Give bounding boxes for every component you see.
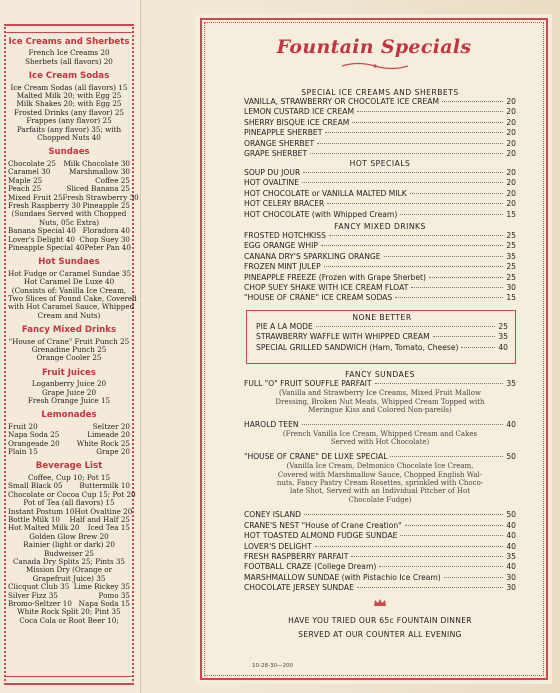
menu-entry: Peach 25 [8, 184, 42, 194]
item-price: 40 [498, 342, 508, 352]
leader-dots [315, 546, 504, 547]
menu-item [244, 273, 516, 283]
item-name: FROSTED HOTCHKISS [244, 231, 326, 240]
menu-entry: Pineapple 25 [82, 200, 130, 210]
menu-entry: Lime Rickey 35 [73, 582, 130, 592]
description-line: Chocolate Fudge) [348, 495, 412, 504]
item-price: 20 [506, 128, 516, 138]
item-name: HOT OVALTINE [244, 178, 300, 188]
item-price: 40 [506, 419, 516, 429]
description-line: (Vanilla Ice Cream, Delmonico Chocolate Ice Cream, [286, 462, 474, 471]
leader-dots [325, 132, 503, 133]
item-name: CHOP SUEY SHAKE WITH ICE CREAM FLOAT [244, 283, 409, 293]
menu-entry: Caramel 30 [8, 167, 51, 177]
leader-dots [324, 266, 504, 267]
section-heading: Hot Sundaes [38, 257, 100, 268]
menu-entry: Grape 20 [96, 447, 130, 457]
left-menu-content [8, 37, 139, 625]
menu-entry: Pineapple Special 40 [8, 242, 85, 252]
leader-dots [405, 525, 504, 526]
left-bottom-rule [4, 676, 134, 685]
item-price: 40 [506, 531, 516, 541]
item-name: CHOCOLATE JERSEY SUNDAE [244, 583, 354, 593]
menu-line: Frosted Drinks (any flavor) 25 [13, 107, 125, 117]
menu-item [244, 262, 516, 272]
leader-dots [410, 193, 504, 194]
section-heading: NONE BETTER [352, 313, 412, 322]
menu-line: "House of Crane" Fruit Punch 25 [8, 336, 130, 346]
menu-entry: Clicquot Club 35 [8, 582, 70, 592]
menu-line: Sherbets (all flavors) 20 [25, 56, 113, 66]
item-price: 40 [506, 520, 516, 530]
menu-item [244, 510, 516, 520]
item-name: "HOUSE OF CRANE" DE LUXE SPECIAL [244, 451, 388, 461]
description-line: Dressing, Broken Nut Meats, Whipped Cream Topped with [275, 397, 485, 406]
menu-item [244, 379, 516, 389]
description-line: (Vanilla and Strawberry Ice Creams, Mixed Fruit Mallow [279, 389, 481, 398]
title-flourish-icon [340, 61, 410, 71]
leader-dots [400, 214, 503, 215]
menu-line: Orange Cooler 25 [36, 353, 102, 363]
none-better-box [246, 310, 516, 364]
item-name: PIE A LA MODE [256, 322, 313, 331]
menu-line: Parfaits (any flavor) 35; with [16, 124, 122, 134]
menu-item [244, 97, 516, 107]
leader-dots [411, 287, 503, 288]
menu-entry: Milk Chocolate 30 [63, 158, 130, 168]
menu-item [244, 583, 516, 593]
menu-entry: Maple 25 [8, 175, 43, 185]
menu-line: Grenadine Punch 25 [31, 345, 107, 354]
item-name: GRAPE SHERBET [244, 149, 308, 159]
section-heading: Beverage List [35, 461, 103, 472]
item-price: 15 [506, 209, 516, 219]
item-name: VANILLA, STRAWBERRY OR CHOCOLATE ICE CREAM [244, 97, 439, 106]
menu-line: Mission Dry (Orange or [25, 565, 113, 575]
item-name: MARSHMALLOW SUNDAE (with Pistachio Ice Cream) [244, 572, 441, 582]
menu-item [244, 283, 516, 293]
section-heading: Fancy Mixed Drinks [21, 325, 117, 336]
menu-line: Loganberry Juice 20 [31, 379, 107, 389]
item-price: 35 [498, 332, 508, 342]
description-line: Served with Hot Chocolate) [330, 438, 430, 447]
menu-section [244, 222, 516, 304]
menu-item [244, 552, 516, 562]
menu-item [244, 178, 516, 188]
menu-entry: Marshmallow 30 [68, 167, 130, 177]
menu-item [244, 231, 516, 241]
leader-dots [302, 424, 504, 425]
item-price: 20 [506, 97, 516, 106]
menu-entry: Silver Fizz 35 [8, 590, 58, 600]
menu-line: Coca Cola or Root Beer 10; [19, 615, 119, 625]
item-name: HOT TOASTED ALMOND FUDGE SUNDAE [244, 531, 398, 541]
leader-dots [357, 587, 503, 588]
leader-dots [375, 383, 504, 384]
menu-item [244, 210, 516, 220]
item-name: CONEY ISLAND [244, 510, 301, 520]
menu-entry: Seltzer 20 [92, 421, 130, 431]
item-price: 50 [506, 510, 516, 520]
item-price: 20 [506, 149, 516, 159]
item-price: 30 [506, 583, 516, 593]
leader-dots [429, 277, 503, 278]
menu-line: Cream and Nuts) [37, 310, 101, 320]
item-price: 50 [506, 451, 516, 461]
item-price: 25 [506, 241, 516, 251]
menu-item [244, 107, 516, 117]
item-price: 25 [506, 231, 516, 240]
item-price: 20 [506, 138, 516, 148]
description-line: late Shot, Served with an Individual Pitcher of Hot [289, 487, 471, 496]
item-name: LOVER'S DELIGHT [244, 541, 312, 551]
menu-item [244, 241, 516, 251]
item-name: CANANA DRY'S SPARKLING ORANGE [244, 251, 381, 261]
menu-section [244, 370, 516, 594]
item-price: 25 [506, 262, 516, 272]
menu-item [244, 189, 516, 199]
leader-dots [400, 535, 503, 536]
menu-line: with Hot Caramel Sauce, Whipped [8, 302, 135, 312]
leader-dots [304, 514, 503, 515]
menu-entry: Napa Soda 25 [8, 430, 60, 440]
item-price: 35 [506, 551, 516, 561]
menu-line: Milk Shakes 20; with Egg 25 [16, 99, 122, 109]
menu-entry: Orangeade 20 [8, 438, 60, 448]
menu-line: (Consists of: Vanilla Ice Cream, [11, 285, 127, 295]
menu-entry: Half and Half 25 [69, 514, 130, 524]
menu-line: Golden Glow Brew 20 [29, 531, 109, 541]
menu-entry: Hot Ovaltine 20 [74, 506, 133, 516]
item-price: 35 [506, 251, 516, 261]
section-heading: FANCY MIXED DRINKS [334, 222, 426, 231]
menu-item [244, 293, 516, 303]
menu-line: Nuts, 05c Extra) [38, 217, 100, 227]
menu-line: Ice Cream Sodas (all flavors) 15 [10, 82, 128, 92]
menu-item [244, 420, 516, 430]
menu-item [244, 252, 516, 262]
menu-entry: Hot Malted Milk 20 [8, 523, 80, 533]
description-line: nuts, Fancy Pastry Cream Rosettes, sprinkled with Choco- [276, 479, 484, 488]
menu-entry: Floradora 40 [82, 226, 130, 236]
menu-entry: Fresh Raspberry 30 [8, 200, 81, 210]
item-price: 20 [506, 168, 516, 177]
menu-entry: Buttermilk 10 [79, 481, 130, 491]
description-line: Covered with Marshmallow Sauce, Chopped English Wal- [277, 470, 483, 479]
menu-line: (Sundaes Served with Chopped [11, 209, 127, 219]
menu-line: Rainier (light or dark) 20 [23, 540, 115, 550]
print-code: 10-28-30—200 [252, 663, 293, 669]
item-price: 15 [506, 293, 516, 303]
menu-line: Hot Fudge or Caramel Sundae 35 [8, 268, 132, 278]
menu-item [244, 149, 516, 159]
section-heading: Ice Cream Sodas [28, 71, 110, 82]
menu-line: Chopped Nuts 40 [37, 133, 101, 143]
item-price: 20 [506, 178, 516, 188]
leader-dots [303, 172, 503, 173]
item-name: CRANE'S NEST "House of Crane Creation" [244, 520, 402, 530]
leader-dots [317, 143, 503, 144]
section-heading: Sundaes [48, 147, 90, 158]
menu-entry: Fresh Strawberry 30 [62, 192, 139, 202]
item-name: HOT CHOCOLATE (with Whipped Cream) [244, 209, 398, 219]
menu-entry: Small Black 05 [8, 481, 63, 491]
item-name: HOT CHOCOLATE or VANILLA MALTED MILK [244, 188, 407, 198]
item-name: ORANGE SHERBET [244, 138, 315, 148]
item-name: FULL "O" FRUIT SOUFFLE PARFAIT [244, 379, 372, 388]
menu-entry: Plain 15 [8, 447, 38, 457]
item-name: "HOUSE OF CRANE" ICE CREAM SODAS [244, 293, 393, 303]
description-line: Meringue Kiss and Colored Non-pareils) [308, 406, 452, 415]
menu-entry: Instant Postum 10 [8, 506, 75, 516]
menu-entry: Limeade 20 [87, 430, 130, 440]
menu-section [244, 88, 516, 159]
item-name: SOUP DU JOUR [244, 168, 301, 177]
crown-icon [230, 598, 530, 609]
item-price: 30 [506, 283, 516, 293]
menu-entry: Chop Suey 30 [79, 234, 130, 244]
item-name: PINEAPPLE FREEZE (Frozen with Grape Sherbet) [244, 272, 426, 282]
item-name: HAROLD TEEN [244, 419, 299, 429]
menu-item [244, 542, 516, 552]
menu-line: Fresh Orange Juice 15 [27, 396, 111, 406]
item-name: HOT CELERY BRACER [244, 199, 325, 209]
leader-dots [390, 456, 503, 457]
item-name: SPECIAL GRILLED SANDWICH (Ham, Tomato, Cheese) [256, 342, 459, 352]
menu-entry: Pomo 35 [98, 590, 130, 600]
item-description [244, 430, 516, 447]
leader-dots [351, 556, 503, 557]
item-price: 35 [506, 379, 516, 388]
leader-dots [321, 245, 503, 246]
section-heading: Fruit Juices [41, 367, 97, 378]
menu-item [244, 139, 516, 149]
menu-entry: Mixed Fruit 25 [8, 192, 63, 202]
menu-entry: Fruit 20 [8, 421, 38, 431]
leader-dots [310, 153, 503, 154]
item-price: 20 [506, 188, 516, 198]
page-title: Fountain Specials [276, 36, 472, 58]
menu-item [244, 531, 516, 541]
menu-item [244, 573, 516, 583]
item-price: 25 [506, 272, 516, 282]
menu-line: Pot of Tea (all flavors) 15 [23, 498, 115, 508]
menu-line: Chocolate or Cocoa Cup 15; Pot 20 [8, 489, 136, 499]
menu-line: Grape Juice 20 [41, 387, 97, 397]
item-name: SHERRY BISQUE ICE CREAM [244, 117, 350, 127]
leader-dots [327, 203, 503, 204]
menu-line: Frappes (any flavor) 25 [26, 116, 112, 126]
menu-entry: Iced Tea 15 [87, 523, 130, 533]
description-line: (French Vanilla Ice Cream, Whipped Cream and Cakes [282, 430, 478, 439]
section-heading: HOT SPECIALS [349, 159, 411, 168]
item-name: STRAWBERRY WAFFLE WITH WHIPPED CREAM [256, 332, 430, 342]
menu-entry: Bromo-Seltzer 10 [8, 598, 72, 608]
menu-entry: White Rock 25 [76, 438, 130, 448]
menu-line: Grapefruit Juice) 35 [32, 573, 106, 583]
menu-line: Coffee, Cup 10; Pot 15 [27, 472, 111, 482]
section-heading: Ice Creams and Sherbets [8, 37, 130, 47]
menu-item [244, 452, 516, 462]
leader-dots [357, 111, 503, 112]
menu-item [244, 521, 516, 531]
menu-line: Hot Caramel De Luxe 40 [23, 277, 115, 287]
section-heading: Lemonades [41, 410, 97, 421]
menu-entry: Sliced Banana 25 [66, 184, 130, 194]
item-price: 40 [506, 541, 516, 551]
section-heading: SPECIAL ICE CREAMS AND SHERBETS [301, 88, 459, 97]
item-description [244, 462, 516, 504]
leader-dots [302, 182, 503, 183]
item-price: 30 [506, 572, 516, 582]
menu-line: Budweiser 25 [43, 548, 95, 558]
menu-line: Malted Milk 20; with Egg 25 [16, 91, 122, 101]
menu-entry: Napa Soda 15 [78, 598, 130, 608]
menu-item [244, 168, 516, 178]
section-heading: FANCY SUNDAES [345, 370, 415, 379]
left-top-rule [4, 24, 134, 33]
item-name: EGG ORANGE WHIP [244, 241, 318, 251]
item-description [244, 389, 516, 414]
item-name: FRESH RASPBERRY PARFAIT [244, 551, 349, 561]
menu-entry: Bottle Milk 10 [8, 514, 60, 524]
item-name: FROZEN MINT JULEP [244, 262, 321, 272]
menu-item [244, 118, 516, 128]
item-price: 25 [498, 322, 508, 331]
leader-dots [329, 235, 503, 236]
item-name: FOOTBALL CRAZE (College Dream) [244, 562, 377, 572]
leader-dots [384, 256, 504, 257]
item-price: 20 [506, 199, 516, 209]
menu-line: Two Slices of Pound Cake, Covered [8, 293, 137, 303]
menu-entry: Lover's Delight 40 [8, 234, 75, 244]
item-price: 20 [506, 117, 516, 127]
menu-section [244, 159, 516, 220]
menu-item [244, 562, 516, 572]
menu-line: French Ice Creams 20 [28, 48, 110, 58]
leader-dots [444, 577, 504, 578]
menu-entry: Chocolate 25 [8, 158, 56, 168]
menu-pair-row [8, 448, 130, 456]
leader-dots [379, 566, 503, 567]
menu-entry: Banana Special 40 [8, 226, 76, 236]
left-menu-panel [0, 0, 141, 693]
leader-dots [442, 101, 503, 102]
item-price: 20 [506, 107, 516, 117]
menu-line: Canada Dry Splits 25; Pints 35 [12, 556, 126, 566]
footer-line-2: SERVED AT OUR COUNTER ALL EVENING [298, 630, 462, 639]
leader-dots [352, 122, 503, 123]
menu-item [244, 199, 516, 209]
footer-line-1: HAVE YOU TRIED OUR 65c FOUNTAIN DINNER [288, 616, 472, 625]
item-name: PINEAPPLE SHERBET [244, 128, 323, 138]
menu-item [244, 128, 516, 138]
menu-entry: Coffee 25 [95, 175, 130, 185]
item-price: 40 [506, 562, 516, 572]
item-name: LEMON CUSTARD ICE CREAM [244, 107, 354, 117]
menu-line: White Rock Split 20; Pint 35 [17, 607, 121, 617]
menu-entry: Peter Pan 40 [84, 242, 131, 252]
menu-pair-row [8, 244, 130, 252]
leader-dots [395, 297, 503, 298]
